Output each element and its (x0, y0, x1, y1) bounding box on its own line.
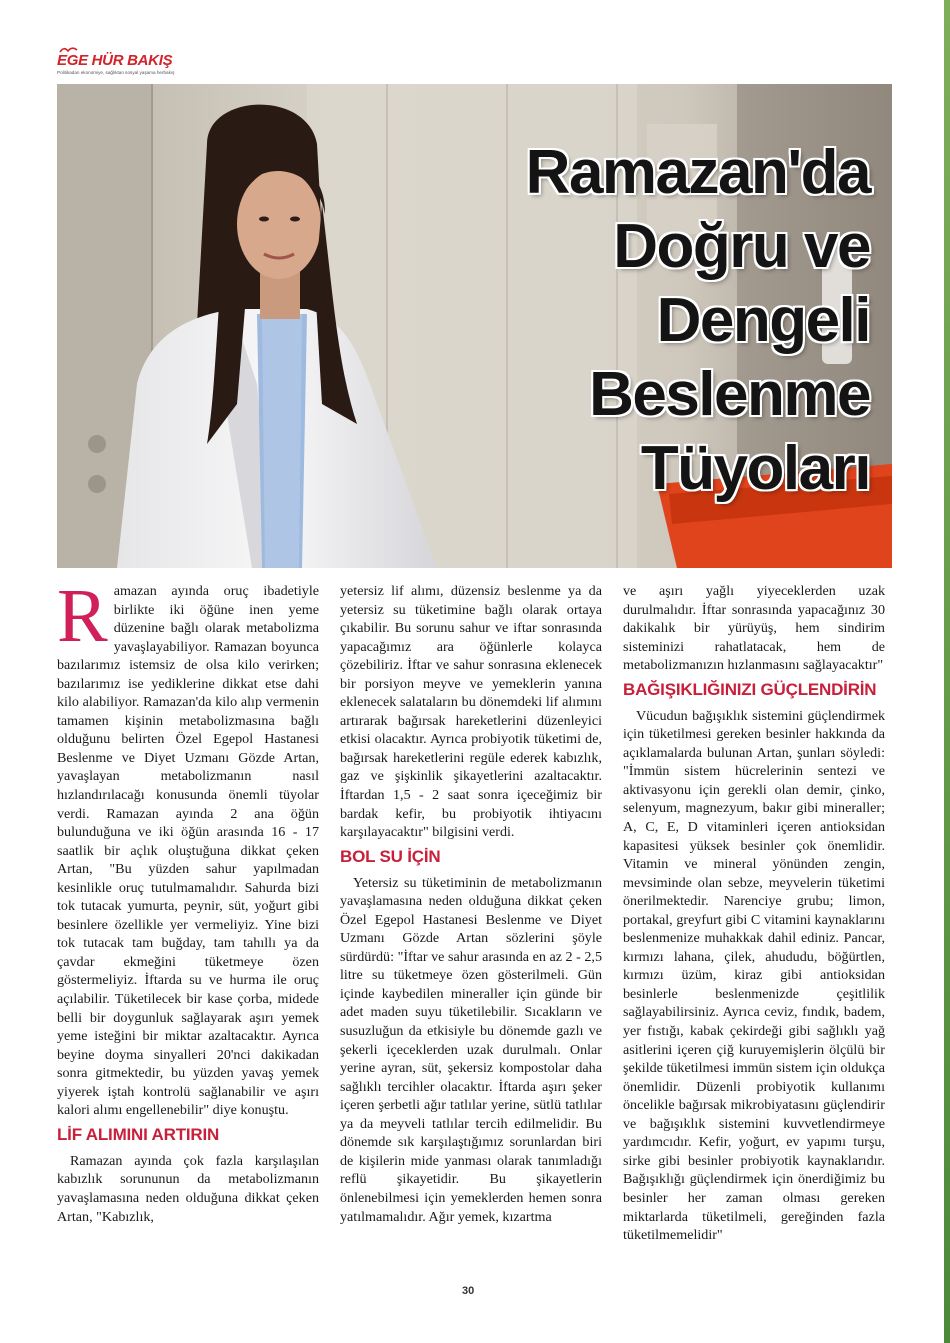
article-column-3 (623, 582, 885, 1245)
subheading-water: BOL SU İÇİN (340, 846, 441, 866)
headline-line: Doğru ve (613, 212, 870, 281)
article-headline (450, 136, 870, 506)
page-edge-strip (944, 0, 950, 1343)
subheading-fiber: LİF ALIMINI ARTIRIN (57, 1124, 220, 1144)
logo-text: EGE HÜR BAKIŞ (57, 52, 173, 69)
headline-line: Ramazan'da (525, 138, 870, 207)
hero-photo (57, 84, 892, 568)
article-column-1 (57, 574, 319, 1226)
fiber-continued-paragraph: yetersiz lif alımı, düzensiz beslenme ya da yetersiz su tüketimine bağlı olarak ortaya çıkabilir. Bu sorunu sahur ve iftar sonrasında yapacağımız ara öğünlerle kolayca çözebiliriz. İftar ve sahur sonrasına eklenecek bir porsiyon meyve ve yemeklerin yanına eklenecek salataların bu dönemdeki lif alımını artırarak bağırsak hareketlerini düzenleyici etkisi olacaktır. Ayrıca probiyotik tüketimi de, bağırsak hareketlerini regüle ederek kabızlık, gaz ve şişkinlik şikayetlerini azaltacaktır. İftardan 1,5 - 2 saat sonra içeceğimiz bir bardak kefir, bu probiyotik ihtiyacını karşılayacaktır" bilgisini verdi. (340, 583, 602, 841)
logo-tagline: Politikadan ekonomiye, sağlıktan sosyal yaşama herbakış (57, 70, 175, 75)
fiber-paragraph: Ramazan ayında çok fazla karşılaşılan kabızlık sorununun da metabolizmanın yavaşlamasına neden olduğuna dikkat çeken Artan, "Kabızlık, (57, 1152, 319, 1225)
headline-line: Tüyoları (640, 434, 870, 503)
masthead-logo (57, 46, 197, 80)
water-continued-paragraph: ve aşırı yağlı yiyeceklerden uzak durulmalıdır. İftar sonrasında yapacağınız 30 dakikalık bir yürüyüş, hem sindirim sisteminizi rahatlatacak, hem de metabolizmanızın hızlanmasını sağlayacaktır" (623, 583, 885, 674)
drop-cap: R (57, 574, 108, 658)
article-column-2 (340, 582, 602, 1226)
subheading-immunity: BAĞIŞIKLIĞINIZI GÜÇLENDİRİN (623, 679, 877, 699)
page-number: 30 (462, 1285, 475, 1297)
immunity-paragraph: Vücudun bağışıklık sistemini güçlendirmek için tüketilmesi gereken besinler hakkında da açıklamalarda bulunan Artan, şunları söyledi: "İmmün sistem hücrelerinin sentezi ve aktivasyonu için gerekli olan demir, çinko, selenyum, magnezyum, bakır gibi mineraller; A, C, E, D vitaminleri içeren antioksidan kapasitesi yüksek besinler çok önemlidir. Vitamin ve mineral yönünden zengin, mevsiminde olan sebze, meyvelerin tüketimi önerilmektedir. Narenciye grubu; limon, portakal, greyfurt gibi C vitamini kaynaklarını beslenmenize muhakkak dahil ediniz. Pancar, kırmızı lahana, çilek, ahududu, böğürtlen, kırmızı üzüm, kiraz gibi antioksidan besinlerle beslenmenizde çeşitlilik sağlayabilirsiniz. Ayrıca ceviz, fındık, badem, yer fıstığı, kabak çekirdeği gibi sağlıklı yağ asitlerini içeren çiğ kuruyemişlerin ölçülü bir şekilde tüketilmesi immün sistem için oldukça önemlidir. Düzenli probiyotik kullanımı öncelikle bağırsak mikrobiyatasını güçlendirir ve bağışıklık sistemini kuvvetlendirmeye yardımcıdır. Kefir, yoğurt, ev yapımı turşu, sirke gibi besinler probiyotik kaynaklarıdır. Bağışıklığı güçlendirmek için önerdiğimiz bu besinler her zaman olması gereken miktarlarda tüketilmeli, gereğinden fazla tüketilmemelidir" (623, 707, 885, 1244)
water-paragraph: Yetersiz su tüketiminin de metabolizmanın yavaşlamasına neden olduğuna dikkat çeken Özel Egepol Hastanesi Beslenme ve Diyet Uzmanı Gözde Artan sözlerini şöyle sürdürdü: "İftar ve sahur arasında en az 2 - 2,5 litre su tüketmeye özen gösterilmeli. Gün içinde kaybedilen mineraller için günde bir adet maden suyu tüketilebilir. Sıcakların ve susuzluğun da etkisiyle bu dönemde gazlı ve şekerli içeceklerden uzak durulmalı. Onlar yerine ayran, süt, şekersiz kompostolar daha sağlıklı tercihler olacaktır. İftarda aşırı şeker içeren şerbetli ağır tatlılar yerine, sütlü tatlılar ya da meyveli tatlılar tercih edilmelidir. Bu dönemde sık karşılaştığımız sorunlardan biri de kişilerin mide yanması olarak tanımladığı reflü şikayetidir. Bu şikayetlerin önlenebilmesi için yemeklerden hemen sonra yatılmamalıdır. Ağır yemek, kızartma (340, 874, 602, 1225)
headline-line: Beslenme (589, 360, 870, 429)
intro-paragraph: amazan ayında oruç ibadetiyle birlikte iki öğüne inen yeme düzenine bağlı olarak metabolizma yavaşlayabiliyor. Ramazan boyunca bazılarımız istemsiz de olsa kilo verirken; bazılarımız ise yediklerine dikkat etse dahi kilo alabiliyor. Ramazan'da kilo alıp vermenin tamamen kişinin metabolizmasına bağlı olduğunu belirten Özel Egepol Hastanesi Beslenme ve Diyet Uzmanı Gözde Artan, yavaşlayan metabolizmanın nasıl hızlandırılacağı konusunda önemli tüyolar verdi. Ramazan ayında 2 ana öğün bulunduğuna ve iki öğün arasında 16 - 17 saatlik bir açlık oluştuğuna dikkat çeken Artan, "Bu yüzden sahur yapılmadan kesinlikle oruç tutulmamalıdır. Sahurda bizi tok tutacak yumurta, peynir, süt, yoğurt gibi besinlere özellikle yer vermeliyiz. Yine bizi tok tutacak tam buğday, tam tahıllı ya da çavdar ekmeğini tüketmeye özen göstermeliyiz. İftarda su ve hurma ile oruç açılabilir. Tüketilecek bir kase çorba, midede belli bir doygunluk sağlayarak aşırı yemek yeme isteğini bir miktar azaltacaktır. Ayrıca beyine doyma sinyalleri 20'nci dakikadan sonra gitmektedir, bu yüzden yavaş yemek yiyerek iştah kontrolü sağlanabilir ve aşırı kalori alımı engellenebilir" diye konuştu. (57, 583, 319, 1119)
headline-line: Dengeli (656, 286, 870, 355)
